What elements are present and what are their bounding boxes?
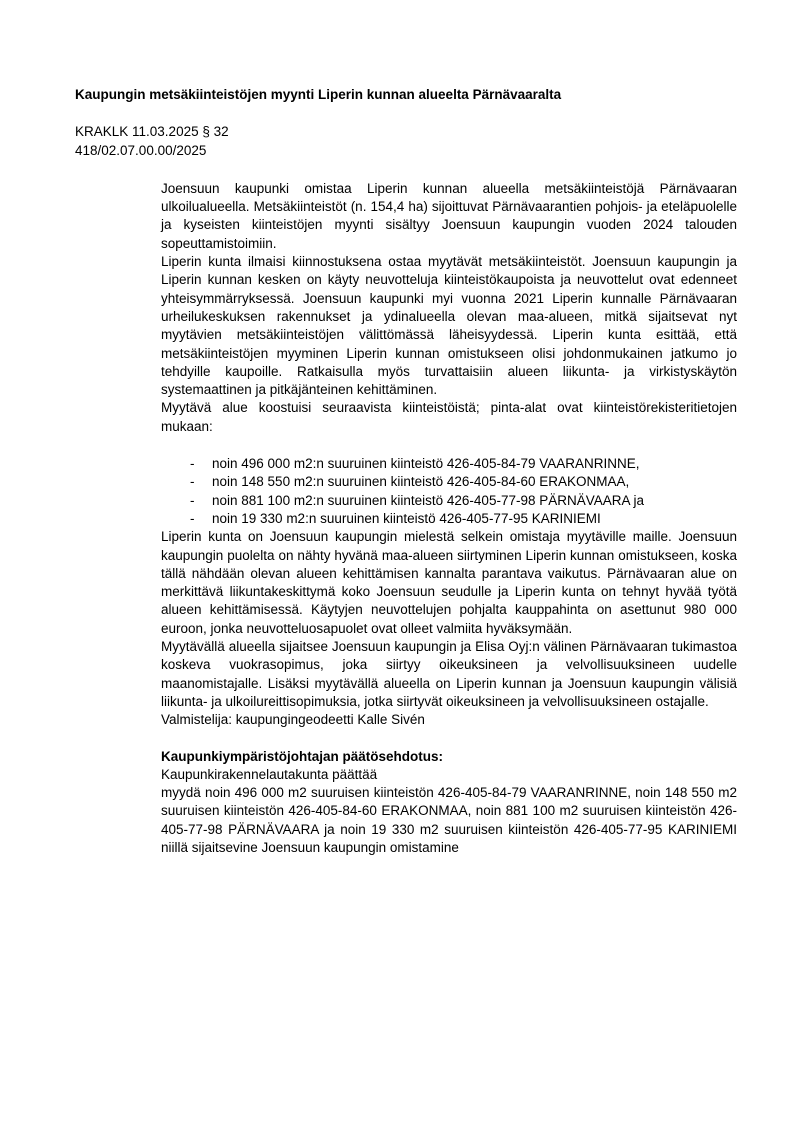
decision-proposal-intro: Kaupunkirakennelautakunta päättää <box>161 766 378 782</box>
property-item-kariniemi: noin 19 330 m2:n suuruinen kiinteistö 426-405-77-95 KARINIEMI <box>212 510 601 526</box>
decision-proposal-heading: Kaupunkiympäristöjohtajan päätösehdotus: <box>161 748 444 764</box>
paragraph-negotiations: Liperin kunta ilmaisi kiinnostuksena ostaa myytävät metsäkiinteistöt. Joensuun kaupungin ja Liperin kunnan kesken on käyty neuvotteluja kiinteistökaupoista ja neuvottelut ovat edenneet yhteisymmärryksessä. Joensuun kaupunki myi vuonna 2021 Liperin kunnalle Pärnävaaran urheilukeskuksen rakennukset ja ydinalueella olevan maa-alueen, mitkä sijaitsevat nyt myytävien metsäkiinteistöjen välittömässä läheisyydessä. Liperin kunta esittää, että metsäkiinteistöjen myyminen Liperin kunnan omistukseen olisi johdonmukainen jatkumo jo tehdyille kaupoille. Ratkaisulla myös turvattaisiin alueen liikunta- ja virkistyskäytön systemaattinen ja pitkäjänteinen kehittäminen. <box>161 254 737 398</box>
paragraph-agreements: Myytävällä alueella sijaitsee Joensuun kaupungin ja Elisa Oyj:n välinen Pärnävaaran tukimastoa koskeva vuokrasopimus, joka siirtyy oikeuksineen ja velvollisuuksineen uudelle maanomistajalle. Lisäksi myytävällä alueella on Liperin kunnan ja Joensuun kaupungin välisiä liikunta- ja ulkoilureittisopimuksia, jotka siirtyvät oikeuksineen ja velvollisuuksineen ostajalle. <box>161 639 737 709</box>
paragraph-properties-intro: Myytävä alue koostuisi seuraavista kiinteistöistä; pinta-alat ovat kiinteistörekisteritietojen mukaan: <box>161 400 737 434</box>
decision-paragraph: myydä noin 496 000 m2 suuruisen kiinteistön 426-405-84-79 VAARANRINNE, noin 148 550 m2 suuruisen kiinteistön 426-405-84-60 ERAKONMAA, noin 881 100 m2 suuruisen kiinteistön 426-405-77-98 PÄRNÄVAARA ja noin 19 330 m2 suuruisen kiinteistön 426-405-77-95 KARINIEMI niillä sijaitsevine Joensuun kaupungin omistamine <box>161 785 737 855</box>
list-dash-marker: - <box>190 492 195 508</box>
property-item-vaaranrinne: noin 496 000 m2:n suuruinen kiinteistö 426-405-84-79 VAARANRINNE, <box>212 456 640 472</box>
list-item <box>161 492 737 510</box>
list-item <box>161 473 737 491</box>
list-dash-marker: - <box>190 510 195 526</box>
list-item <box>161 510 737 528</box>
property-item-erakonmaa: noin 148 550 m2:n suuruinen kiinteistö 426-405-84-60 ERAKONMAA, <box>212 474 630 490</box>
properties-list <box>161 455 737 528</box>
list-dash-marker: - <box>190 456 195 472</box>
document-title: Kaupungin metsäkiinteistöjen myynti Liperin kunnan alueelta Pärnävaaralta <box>75 87 562 102</box>
list-item <box>161 455 737 473</box>
document-header-references <box>75 123 794 160</box>
document-body <box>161 180 737 857</box>
paragraph-ownership-opinion: Liperin kunta on Joensuun kaupungin mielestä selkein omistaja myytäville maille. Joensuun kaupungin puolelta on nähty hyvänä maa-alueen siirtyminen Liperin kunnan omistukseen, koska tällä nähdään olevan alueen kehittämisen kannalta parantava vaikutus. Pärnävaaran alue on merkittävä liikuntakeskittymä koko Joensuun seudulle ja Liperin kunta on tehnyt hyvää työtä alueen kehittämisessä. Käytyjen neuvottelujen pohjalta kauppahinta on asettunut 980 000 euroon, jonka neuvotteluosapuolet ovat olleet valmiita hyväksymään. <box>161 529 737 636</box>
diary-number: 418/02.07.00.00/2025 <box>75 142 207 158</box>
case-reference: KRAKLK 11.03.2025 § 32 <box>75 124 229 140</box>
preparer-line: Valmistelija: kaupungingeodeetti Kalle Sivén <box>161 712 425 728</box>
list-dash-marker: - <box>190 474 195 490</box>
decision-proposal-section <box>161 748 737 785</box>
paragraph-property-overview: Joensuun kaupunki omistaa Liperin kunnan alueella metsäkiinteistöjä Pärnävaaran ulkoilualueella. Metsäkiinteistöt (n. 154,4 ha) sijoittuvat Pärnävaarantien pohjois- ja eteläpuolelle ja kyseisten kiinteistöjen myynti sisältyy Joensuun kaupungin vuoden 2024 talouden sopeuttamistoimiin. <box>161 180 737 251</box>
property-item-parnavaara: noin 881 100 m2:n suuruinen kiinteistö 426-405-77-98 PÄRNÄVAARA ja <box>212 492 645 508</box>
